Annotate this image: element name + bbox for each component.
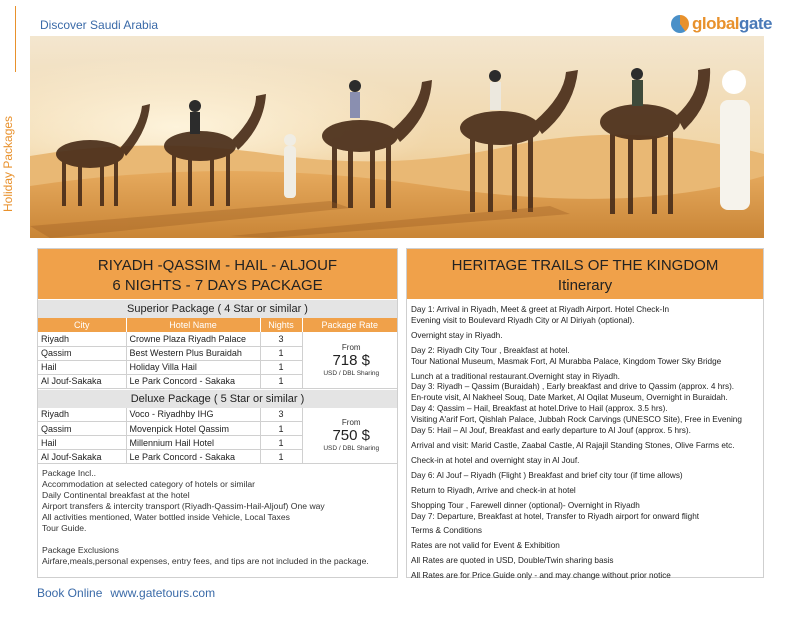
col-hotel: Hotel Name xyxy=(126,318,260,332)
price-note: USD / DBL Sharing xyxy=(323,369,380,377)
itinerary-line: Day 3: Riyadh – Qassim (Buraidah) , Early breakfast and drive to Qassim (approx. 4 hrs). xyxy=(411,382,735,392)
header-discover: Discover Saudi Arabia xyxy=(40,18,159,32)
nights-cell: 1 xyxy=(260,346,302,360)
nights-cell: 3 xyxy=(260,408,302,422)
itinerary-line: Visiting A'arif Fort, Qishlah Palace, Jubbah Rock Carvings (UNESCO Site), Free in Evening xyxy=(411,415,742,425)
price-from: From xyxy=(341,418,361,428)
brand-logo[interactable] xyxy=(671,14,772,34)
list-item: Accommodation at selected category of hotels or similar xyxy=(42,479,256,489)
walker xyxy=(284,134,296,198)
package-panel xyxy=(37,248,398,578)
itinerary-line: Return to Riyadh, Arrive and check-in at hotel xyxy=(411,485,576,495)
itinerary-line: Day 4: Qassim – Hail, Breakfast at hotel.Drive to Hail (approx. 3.5 hrs). xyxy=(411,404,668,414)
hotel-cell: Le Park Concord - Sakaka xyxy=(126,374,260,388)
itinerary-list xyxy=(407,299,763,582)
table-row xyxy=(38,332,397,346)
itinerary-subtitle: Itinerary xyxy=(557,277,613,294)
hotel-cell: Le Park Concord - Sakaka xyxy=(126,450,260,464)
nights-cell: 1 xyxy=(260,360,302,374)
itinerary-line: Tour National Museum, Masmak Fort, Al Murabba Palace, Kingdom Tower Sky Bridge xyxy=(411,356,722,366)
hotel-cell: Movenpick Hotel Qassim xyxy=(126,422,260,436)
sidebar-label: Holiday Packages xyxy=(1,72,21,212)
table-row xyxy=(38,408,397,422)
col-nights: Nights xyxy=(260,318,302,332)
itinerary-line: Terms & Conditions xyxy=(411,526,482,536)
itinerary-line: En-route visit, Al Nakheel Souq, Date Market, Al Oqilat Museum, Overnight in Buraidah. xyxy=(411,393,728,403)
list-item: Tour Guide. xyxy=(42,523,87,533)
city-cell: Hail xyxy=(38,360,126,374)
logo-text: globalgate xyxy=(691,14,772,33)
city-cell: Al Jouf-Sakaka xyxy=(38,450,126,464)
deluxe-package-title: Deluxe Package ( 5 Star or similar ) xyxy=(38,390,397,408)
package-duration: 6 NIGHTS - 7 DAYS PACKAGE xyxy=(112,277,323,294)
itinerary-header xyxy=(407,249,763,299)
price-from: From xyxy=(341,342,361,352)
deluxe-rate xyxy=(302,408,397,464)
package-route: RIYADH -QASSIM - HAIL - ALJOUF xyxy=(97,257,338,274)
package-header xyxy=(38,249,397,299)
hotel-cell: Millennium Hail Hotel xyxy=(126,436,260,450)
price-value: 750 $ xyxy=(332,427,371,445)
itinerary-panel xyxy=(406,248,764,581)
hotel-cell: Best Western Plus Buraidah xyxy=(126,346,260,360)
city-cell: Riyadh xyxy=(38,332,126,346)
itinerary-line: Shopping Tour , Farewell dinner (optional)- Overnight in Riyadh xyxy=(411,500,640,510)
nights-cell: 1 xyxy=(260,436,302,450)
city-cell: Qassim xyxy=(38,346,126,360)
superior-hotels-table xyxy=(38,318,397,389)
hotel-cell: Crowne Plaza Riyadh Palace xyxy=(126,332,260,346)
col-rate: Package Rate xyxy=(302,318,397,332)
nights-cell: 1 xyxy=(260,374,302,388)
city-cell: Riyadh xyxy=(38,408,126,422)
nights-cell: 3 xyxy=(260,332,302,346)
itinerary-line: Day 5: Hail – Al Jouf, Breakfast and early departure to Al Jouf (approx. 5 hrs). xyxy=(411,426,691,436)
inclusions xyxy=(38,464,397,567)
list-item: Package Incl.. xyxy=(42,468,96,478)
itinerary-line: All Rates are quoted in USD, Double/Twin sharing basis xyxy=(411,556,614,566)
list-item: Airfare,meals,personal expenses, entry fees, and tips are not included in the package. xyxy=(42,556,369,566)
price-value: 718 $ xyxy=(332,351,371,369)
itinerary-line: Day 7: Departure, Breakfast at hotel, Transfer to Riyadh airport for onward flight xyxy=(411,511,700,521)
deluxe-hotels-table xyxy=(38,408,397,465)
footer xyxy=(37,586,215,600)
col-city: City xyxy=(38,318,126,332)
nights-cell: 1 xyxy=(260,450,302,464)
city-cell: Qassim xyxy=(38,422,126,436)
itinerary-line: Day 1: Arrival in Riyadh, Meet & greet at Riyadh Airport. Hotel Check-In xyxy=(411,305,670,314)
itinerary-line: Arrival and visit: Marid Castle, Zaabal Castle, Al Rajajil Standing Stones, Olive Farms etc. xyxy=(411,440,735,450)
itinerary-title: HERITAGE TRAILS OF THE KINGDOM xyxy=(451,257,719,274)
superior-rate xyxy=(302,332,397,388)
itinerary-line: All Rates are for Price Guide only - and may change without prior notice xyxy=(411,571,671,581)
hotel-cell: Holiday Villa Hail xyxy=(126,360,260,374)
city-cell: Hail xyxy=(38,436,126,450)
globe-icon xyxy=(671,15,689,33)
list-item: All activities mentioned, Water bottled inside Vehicle, Local Taxes xyxy=(42,512,290,522)
superior-package-title: Superior Package ( 4 Star or similar ) xyxy=(38,300,397,318)
itinerary-line: Overnight stay in Riyadh. xyxy=(411,330,503,340)
itinerary-line: Day 6: Al Jouf – Riyadh (Flight ) Breakfast and brief city tour (if time allows) xyxy=(411,470,683,480)
itinerary-line: Check-in at hotel and overnight stay in Al Jouf. xyxy=(411,455,580,465)
website-link[interactable]: www.gatetours.com xyxy=(110,586,216,600)
list-item: Airport transfers & intercity transport (Riyadh-Qassim-Hail-Aljouf) One way xyxy=(42,501,325,511)
sidebar-strip xyxy=(0,0,30,618)
hero-image xyxy=(30,36,764,238)
itinerary-line: Lunch at a traditional restaurant.Overnight stay in Riyadh. xyxy=(411,371,620,381)
list-item: Package Exclusions xyxy=(42,545,119,555)
price-note: USD / DBL Sharing xyxy=(323,445,380,453)
book-online-label: Book Online xyxy=(37,586,103,600)
itinerary-line: Day 2: Riyadh City Tour , Breakfast at hotel. xyxy=(411,345,570,355)
nights-cell: 1 xyxy=(260,422,302,436)
list-item: Daily Continental breakfast at the hotel xyxy=(42,490,190,500)
hotel-cell: Voco - Riyadhby IHG xyxy=(126,408,260,422)
itinerary-line: Evening visit to Boulevard Riyadh City or Al Diriyah (optional). xyxy=(411,315,635,325)
itinerary-line: Rates are not valid for Event & Exhibition xyxy=(411,541,560,551)
city-cell: Al Jouf-Sakaka xyxy=(38,374,126,388)
